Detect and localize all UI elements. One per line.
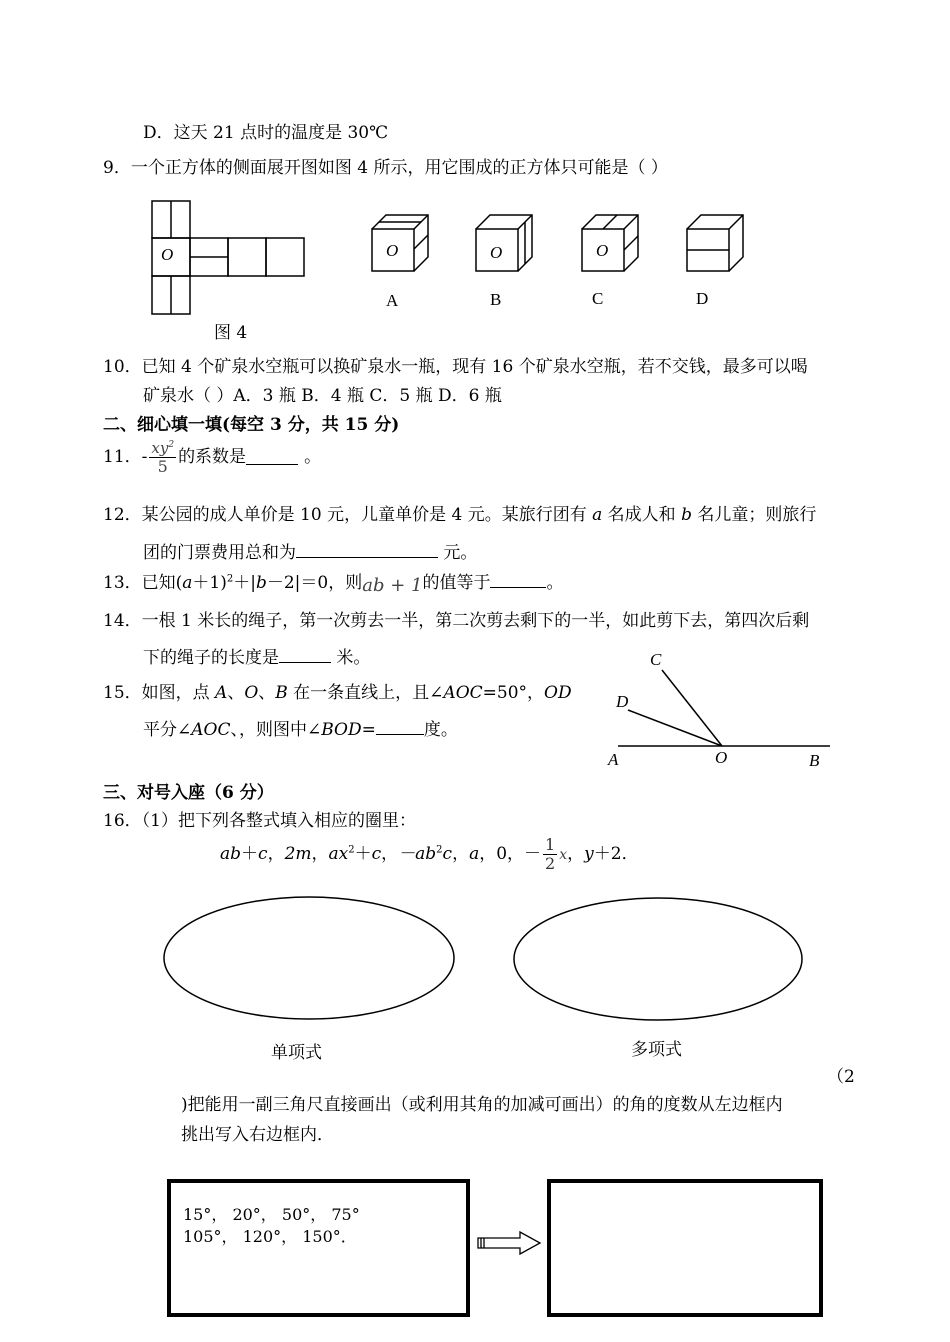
q15-line1-val: =50°，	[482, 683, 545, 703]
expr-4-ab: －ab	[398, 843, 437, 864]
expr-8-rest: ＋2．	[593, 843, 639, 864]
q15-angle-aoc: AOC	[443, 683, 483, 703]
cube-option-b	[474, 213, 536, 273]
q16-part1-text: 16．（1）把下列各整式填入相应的圈里：	[103, 811, 416, 831]
q12-var-b: b	[681, 505, 692, 525]
angle-answer-box[interactable]	[547, 1179, 823, 1317]
q10-line1: 10．已知 4 个矿泉水空瓶可以换矿泉水一瓶，现有 16 个矿泉水空瓶，若不交钱，最多可以喝	[103, 357, 808, 377]
q14-line2-text: 下的绳子的长度是	[143, 648, 279, 668]
fig-label-c: C	[650, 650, 662, 669]
expr-7-var: x	[559, 846, 568, 863]
q15-sep1: 、	[227, 683, 245, 703]
expr-1-ab: ab	[220, 843, 242, 864]
q13-part5: 的值等于	[422, 573, 491, 593]
q13-end: 。	[546, 573, 564, 593]
q13-square: 2	[226, 573, 234, 585]
q11-prefix: 11．-	[103, 447, 148, 468]
option-d-label: D	[696, 289, 709, 308]
q15-angle-bod: BOD	[321, 720, 362, 740]
q11-end: 。	[304, 447, 322, 468]
monomial-oval[interactable]	[162, 895, 456, 1021]
expr-6: 0	[496, 843, 508, 864]
option-c-label: C	[592, 289, 604, 308]
expr-7-den: 2	[545, 853, 556, 873]
q15-line2-mid: 、，则图中∠	[230, 720, 322, 740]
expr-5: a	[469, 843, 480, 864]
angle-list-line2: 105°， 120°， 150°．	[183, 1227, 357, 1246]
expr-sep-1: ，	[267, 843, 285, 864]
q16-part2-line2: 挑出写入右边框内．	[181, 1125, 334, 1145]
q12-line1	[103, 500, 816, 525]
q15-line2-pre: 平分∠	[143, 720, 192, 740]
expr-sep-5: ，	[479, 843, 497, 864]
option-a-label: A	[386, 291, 399, 310]
cube-a-face-label: O	[386, 241, 399, 260]
q11-denominator: 5	[157, 456, 168, 476]
expr-4-c: c	[442, 843, 453, 864]
q15-point-a: A	[215, 683, 228, 703]
angle-source-box	[167, 1179, 470, 1317]
q12-end: 元。	[438, 543, 478, 563]
expr-3-plus: ＋	[354, 843, 372, 864]
q15-point-b: B	[275, 683, 288, 703]
q12-part3: 名儿童；则旅行	[691, 505, 817, 525]
expr-7-num: 1	[545, 835, 556, 854]
polynomial-oval[interactable]	[512, 896, 804, 1022]
q14-line2	[143, 643, 370, 668]
cube-c-face-label: O	[596, 241, 609, 260]
q14-line1: 14．一根 1 米长的绳子，第一次剪去一半，第二次剪去剩下的一半，如此剪下去，第四次后剩	[103, 611, 810, 631]
expr-2: 2m	[284, 843, 312, 864]
q16-part2-line1: )把能用一副三角尺直接画出（或利用其角的加减可画出）的角的度数从左边框内	[181, 1095, 783, 1115]
q13-var-a: a	[182, 573, 193, 593]
expr-8-y: y	[584, 843, 594, 864]
q13-part1: 13．已知(	[103, 573, 183, 593]
q12-part1: 12．某公园的成人单价是 10 元，儿童单价是 4 元。某旅行团有	[103, 505, 593, 525]
expr-sep-7: ，	[567, 843, 585, 864]
q15-line2-eq: =	[361, 720, 376, 740]
q15-line1	[103, 678, 572, 703]
q13-part4: －2|＝0，则	[266, 573, 363, 593]
expr-sep-6: ，	[507, 843, 525, 864]
q16-expression-list	[220, 836, 639, 872]
expr-4-square: 2	[436, 844, 443, 856]
q15-angle-aoc-2: AOC	[191, 720, 231, 740]
q16-part2-number: （2	[827, 1067, 855, 1087]
expr-7-fraction	[543, 836, 557, 872]
cube-net-figure	[150, 200, 310, 318]
q15-line2	[143, 715, 458, 740]
fig-label-d: D	[616, 692, 629, 711]
q15-line1-mid: 在一条直线上，且∠	[287, 683, 444, 703]
q15-point-o: O	[244, 683, 259, 703]
q15-line1-pre: 15．如图，点	[103, 683, 216, 703]
q12-part2: 名成人和	[602, 505, 682, 525]
q12-answer-blank[interactable]	[296, 543, 438, 558]
q15-ray-od: OD	[544, 683, 572, 703]
fig-label-b: B	[809, 751, 820, 770]
q15-sep2: 、	[258, 683, 276, 703]
expr-3-ax: ax	[328, 843, 349, 864]
expr-3-square: 2	[348, 844, 355, 856]
q12-line2-text: 团的门票费用总和为	[143, 543, 296, 563]
q10-line2: 矿泉水（ ）A．3 瓶 B．4 瓶 C．5 瓶 D．6 瓶	[143, 386, 502, 406]
q13-part3: ＋|	[233, 573, 256, 593]
expr-sep-3: ，	[381, 843, 399, 864]
q13	[103, 568, 564, 596]
figure-4-caption: 图 4	[214, 323, 248, 343]
expr-7-sign: －	[524, 843, 542, 864]
q11-exponent: 2	[168, 440, 175, 450]
q11	[103, 440, 321, 475]
q13-answer-blank[interactable]	[490, 573, 546, 588]
expr-3-c: c	[371, 843, 382, 864]
q13-var-b: b	[255, 573, 267, 593]
section-2-title: 二、细心填一填(每空 3 分，共 15 分)	[103, 415, 400, 435]
fig-label-a: A	[608, 750, 619, 769]
q11-numerator: xy	[151, 439, 169, 457]
q13-part2: ＋1)	[192, 573, 227, 593]
expr-1-c: c	[258, 843, 268, 864]
q14-answer-blank[interactable]	[279, 648, 331, 663]
q11-suffix: 的系数是	[178, 447, 247, 468]
monomial-label: 单项式	[271, 1043, 322, 1063]
right-arrow-icon	[476, 1230, 542, 1256]
q15-answer-blank[interactable]	[376, 720, 424, 735]
q9-text: 9．一个正方体的侧面展开图如图 4 所示，用它围成的正方体只可能是（ ）	[103, 158, 668, 178]
cube-b-face-label: O	[490, 243, 503, 262]
q12-line2	[143, 538, 477, 563]
q11-fraction	[149, 440, 176, 475]
expr-sep-4: ，	[452, 843, 470, 864]
q13-expression: ab + 1	[362, 575, 423, 596]
cube-option-c	[580, 213, 642, 273]
section-3-title: 三、对号入座（6 分）	[103, 783, 274, 803]
q11-answer-blank[interactable]	[246, 450, 298, 465]
option-b-label: B	[490, 290, 502, 309]
polynomial-label: 多项式	[631, 1040, 682, 1060]
angle-list-line1: 15°， 20°， 50°， 75°	[183, 1205, 360, 1224]
expr-1-plus: ＋	[241, 843, 259, 864]
q8-option-d: D．这天 21 点时的温度是 30℃	[143, 123, 389, 143]
cube-option-d	[685, 213, 747, 273]
net-face-label: O	[161, 245, 174, 264]
cube-option-a	[370, 213, 432, 273]
q15-end: 度。	[423, 720, 458, 740]
q12-var-a: a	[592, 505, 603, 525]
q14-end: 米。	[331, 648, 371, 668]
fig-label-o: O	[715, 748, 728, 767]
expr-sep-2: ，	[311, 843, 329, 864]
